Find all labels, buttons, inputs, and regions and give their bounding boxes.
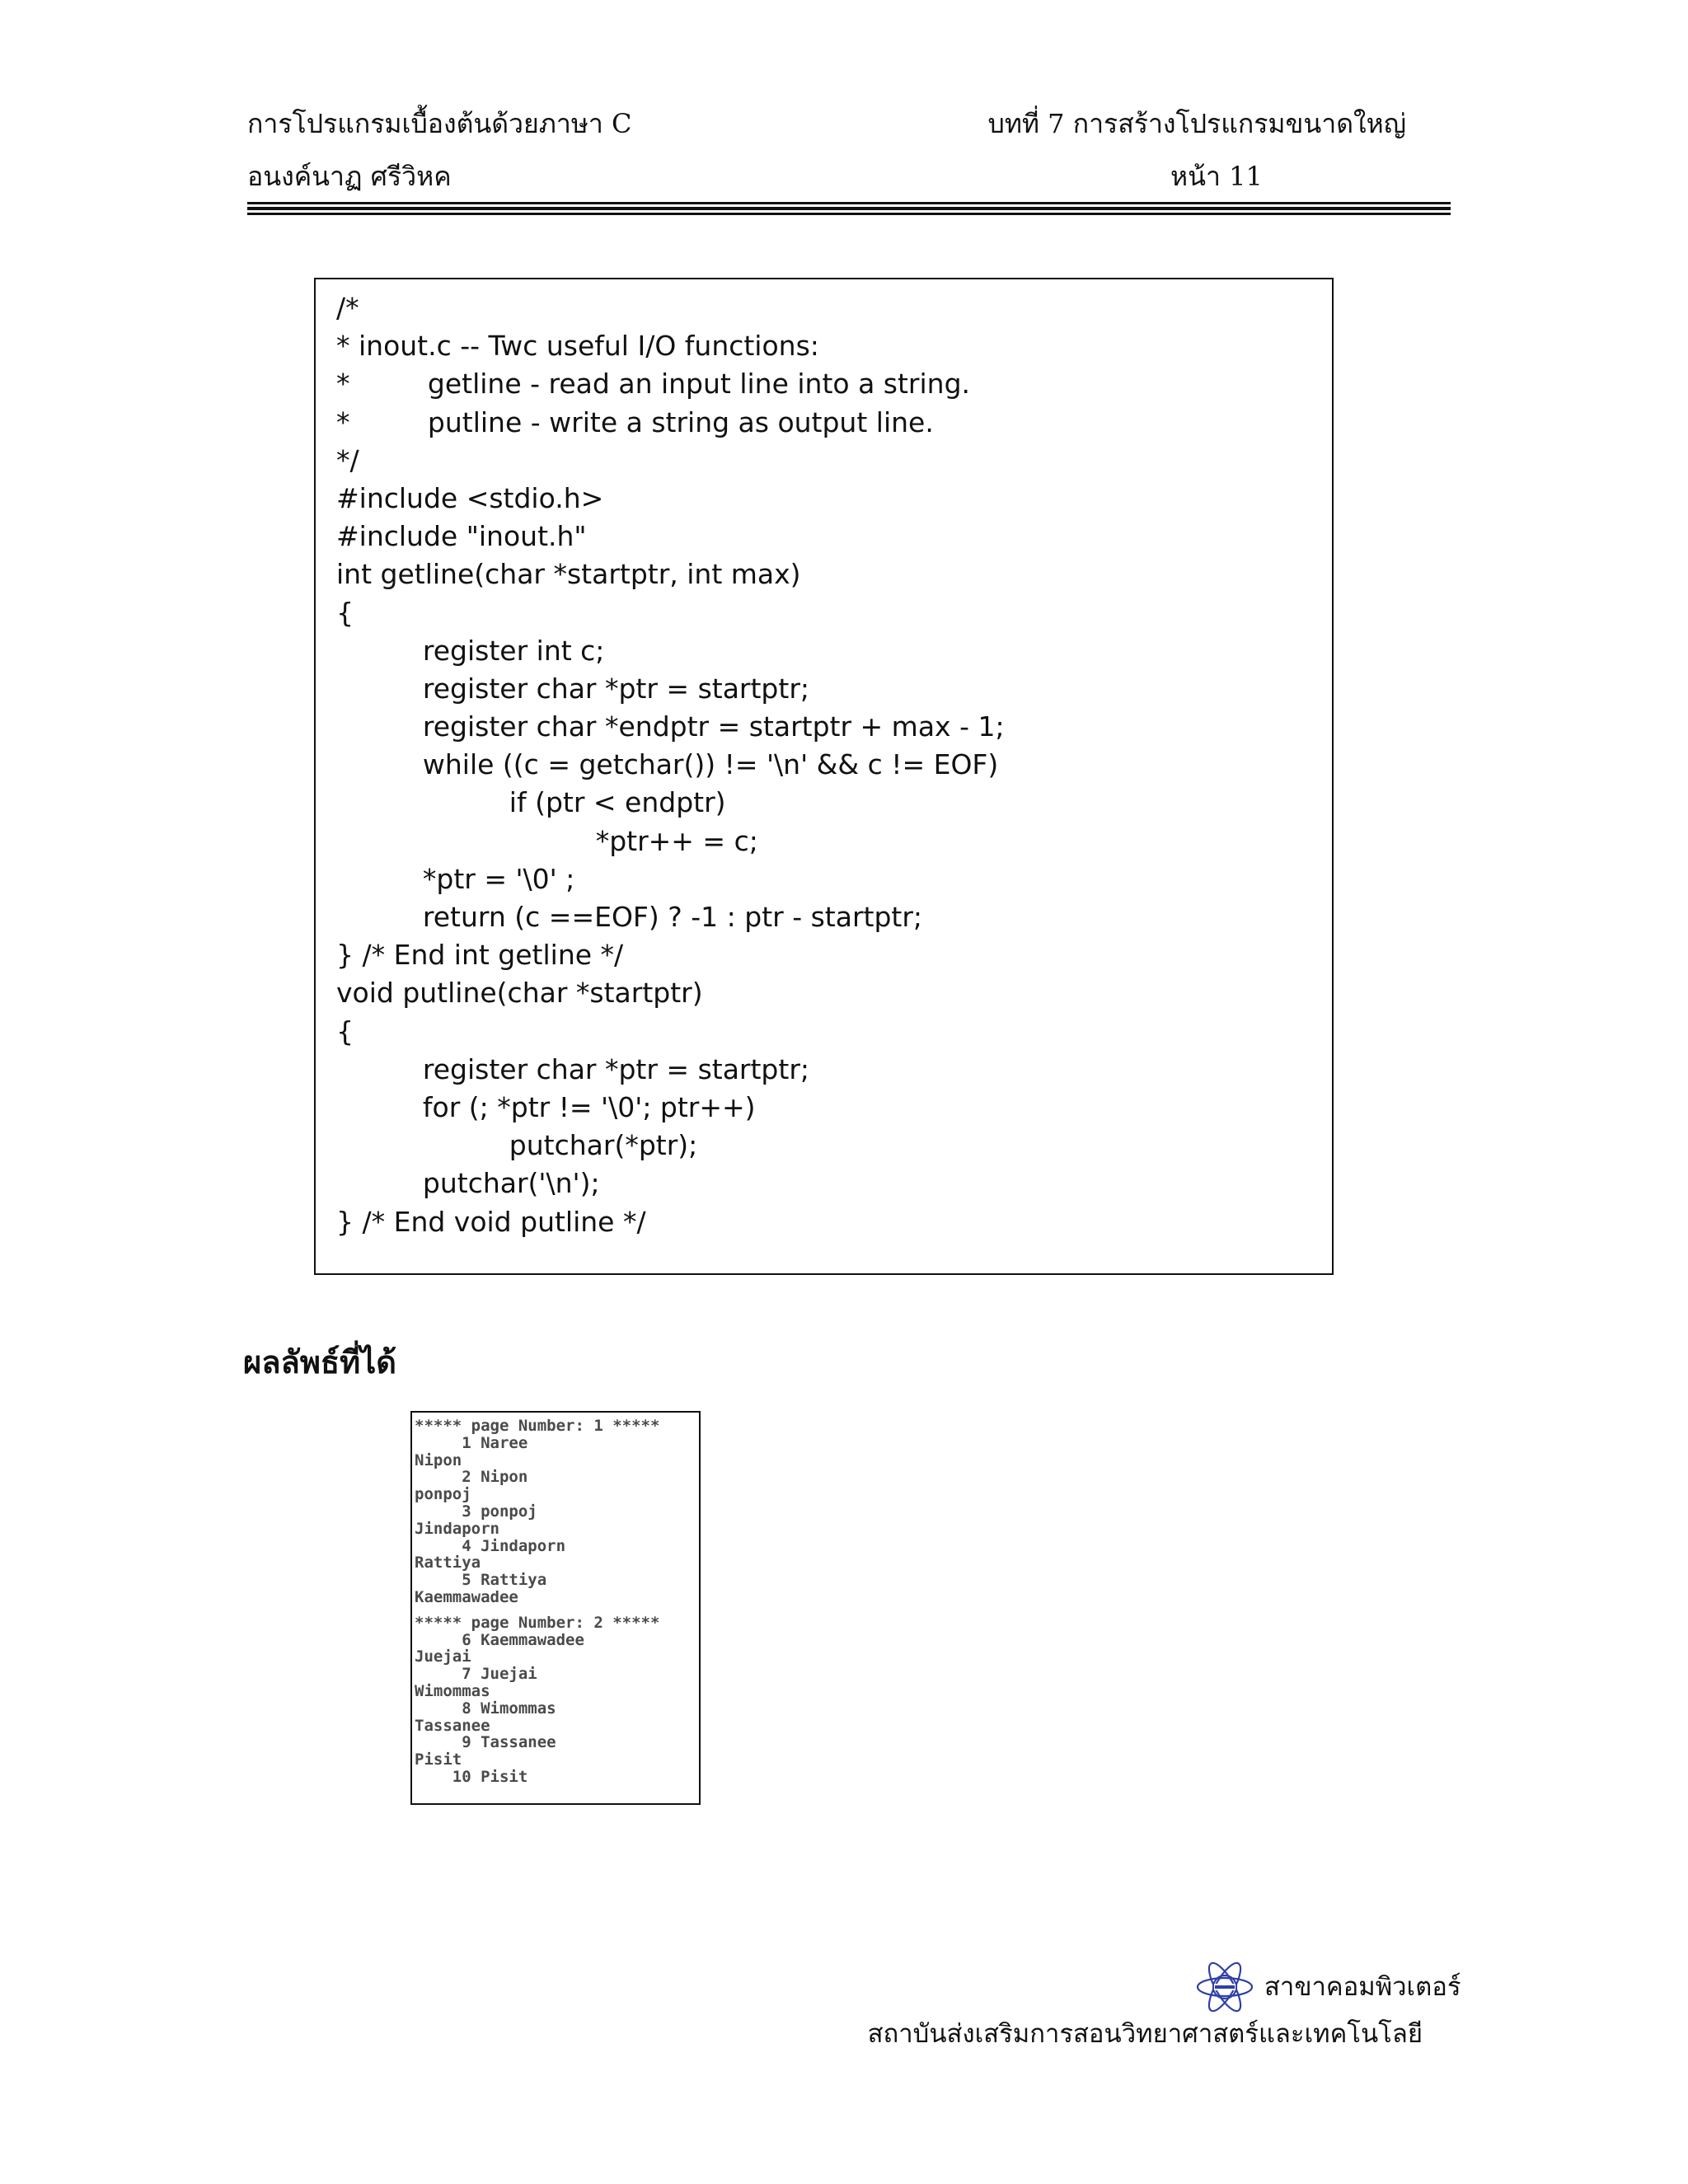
- console-output-screenshot: [410, 1411, 701, 1805]
- code-line: } /* End void putline */: [336, 1205, 646, 1238]
- code-line: } /* End int getline */: [336, 939, 624, 972]
- code-line: int getline(char *startptr, int max): [336, 558, 801, 591]
- code-line: if (ptr < endptr): [336, 786, 726, 819]
- header-chapter-title: บทที่ 7 การสร้างโปรแกรมขนาดใหญ่: [987, 108, 1406, 139]
- code-line: {: [336, 596, 354, 629]
- code-line: /*: [336, 292, 359, 324]
- footer-department: สาขาคอมพิวเตอร์: [1264, 1972, 1461, 2002]
- code-line: *ptr = '\0' ;: [336, 862, 575, 895]
- console-line: 6 Kaemmawadee: [415, 1630, 584, 1649]
- console-line: 9 Tassanee: [415, 1733, 556, 1752]
- atom-logo-icon: [1195, 1957, 1254, 2017]
- console-line: ***** page Number: 1 *****: [415, 1417, 660, 1435]
- console-line: Kaemmawadee: [415, 1587, 518, 1606]
- code-line: * getline - read an input line into a string.: [336, 368, 971, 401]
- console-line: 7 Juejai: [415, 1665, 537, 1684]
- code-line: putchar('\n');: [336, 1167, 600, 1200]
- code-line: register int c;: [336, 634, 605, 667]
- console-line: Pisit: [415, 1750, 462, 1769]
- code-listing-box: [314, 278, 1334, 1275]
- code-line: {: [336, 1015, 354, 1047]
- console-line: Wimommas: [415, 1681, 490, 1700]
- code-line: while ((c = getchar()) != '\n' && c != EOF): [336, 748, 999, 781]
- header-book-title: การโปรแกรมเบื้องต้นด้วยภาษา C: [247, 108, 632, 139]
- code-listing: [336, 289, 1005, 1241]
- code-line: #include "inout.h": [336, 520, 587, 553]
- header-rule-middle: [247, 207, 1451, 210]
- code-line: * inout.c -- Twc useful I/O functions:: [336, 330, 819, 363]
- console-line: ***** page Number: 2 *****: [415, 1613, 660, 1632]
- header-page-number: หน้า 11: [1170, 161, 1263, 192]
- result-heading: ผลลัพธ์ที่ได้: [243, 1343, 396, 1380]
- console-line: Nipon: [415, 1451, 462, 1469]
- console-line: 10 Pisit: [415, 1767, 528, 1786]
- code-line: register char *ptr = startptr;: [336, 1052, 810, 1085]
- console-line: 2 Nipon: [415, 1468, 528, 1487]
- header-rule-top: [247, 202, 1451, 204]
- console-line: 4 Jindaporn: [415, 1536, 566, 1555]
- code-line: putchar(*ptr);: [336, 1129, 698, 1162]
- code-line: * putline - write a string as output line.: [336, 405, 934, 438]
- code-line: #include <stdio.h>: [336, 481, 604, 514]
- console-line: Jindaporn: [415, 1519, 499, 1538]
- console-line: Juejai: [415, 1647, 471, 1666]
- code-line: *ptr++ = c;: [336, 824, 758, 857]
- header-rule-bottom: [247, 213, 1451, 215]
- console-line: Tassanee: [415, 1716, 490, 1735]
- console-output: [415, 1418, 659, 1786]
- console-line: Rattiya: [415, 1554, 481, 1572]
- code-line: register char *ptr = startptr;: [336, 672, 810, 705]
- console-line: 1 Naree: [415, 1433, 528, 1452]
- console-line: ponpoj: [415, 1485, 471, 1504]
- footer-institute: สถาบันส่งเสริมการสอนวิทยาศาสตร์และเทคโนโลยี: [867, 2019, 1423, 2049]
- code-line: for (; *ptr != '\0'; ptr++): [336, 1090, 756, 1123]
- code-line: register char *endptr = startptr + max - 1;: [336, 710, 1005, 743]
- console-line: 8 Wimommas: [415, 1699, 556, 1718]
- console-line: 3 ponpoj: [415, 1502, 537, 1521]
- code-line: void putline(char *startptr): [336, 977, 703, 1010]
- console-line: 5 Rattiya: [415, 1571, 547, 1590]
- code-line: */: [336, 443, 359, 476]
- header-author: อนงค์นาฏ ศรีวิหค: [247, 161, 452, 192]
- code-line: return (c ==EOF) ? -1 : ptr - startptr;: [336, 901, 923, 933]
